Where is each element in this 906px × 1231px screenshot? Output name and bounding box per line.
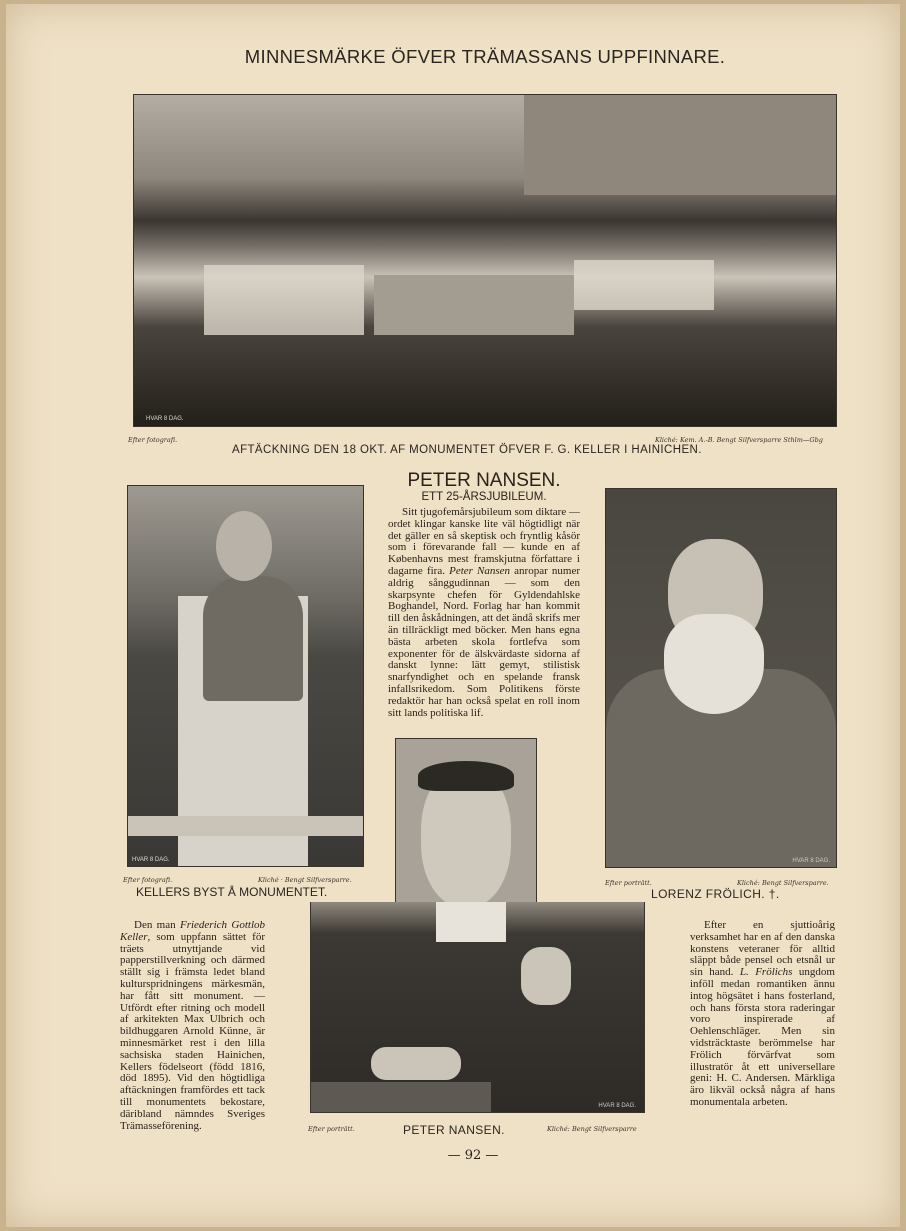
photo-credit: Efter fotografi. xyxy=(123,876,173,884)
frolich-text xyxy=(690,920,835,1109)
photo-credit: Efter fotografi. xyxy=(128,436,178,444)
cliche-credit: Kliché: Kem. A.-B. Bengt Silfversparre Sthlm—Gbg xyxy=(655,436,823,444)
keller-text xyxy=(120,920,265,1132)
article-subtitle: ETT 25-ÅRSJUBILEUM. xyxy=(421,491,547,503)
engraver-mark: HVAR 8 DAG. xyxy=(132,857,170,863)
text: Den man xyxy=(134,919,180,931)
article-body xyxy=(388,507,580,719)
ceremony-photo xyxy=(133,94,837,427)
page-title: MINNESMÄRKE ÖFVER TRÄMASSANS UPPFINNARE. xyxy=(244,46,726,67)
person-name: L. Frölichs xyxy=(739,966,793,979)
engraver-mark: HVAR 8 DAG. xyxy=(598,1103,636,1109)
photo-caption: KELLERS BYST Å MONUMENTET. xyxy=(136,885,328,899)
text-cont: ungdom inföll medan romantiken ännu intog högsätet i hans fosterland, och hans första stora raderingar voro inspirerade af Oehlenschläger. Men sin vidsträcktaste berömmelse har Frölich förvärfvat som illustratör åt ett universellare geni: H. C. Andersen. Märkliga äro likväl också några af hans monumentala arbeten. xyxy=(690,966,835,1108)
article-text: Sitt tjugofemårsjubileum som diktare — ordet klingar kanske lite väl högtidligt när det gäller en så skeptisk och fryntlig kåsör som i förevarande fall — kunde en af Københavns mest framskjutna författare i dagarne fira. xyxy=(388,506,580,577)
photo-caption xyxy=(651,887,780,901)
keller-bust-photo xyxy=(127,485,364,867)
engraver-mark: HVAR 8 DAG. xyxy=(792,858,830,864)
article-text-cont: anropar numer aldrig sånggudinnan — som den skarpsynte chefen för Gyldendahlske Boghandel, Nord. Forlag har han kommit till den åskådningen, att det ändå skrifs mer än tillräckligt med böcker. Men hans egna bästa arbeten skola fortlefva som exponenter för de älskvärdaste sidorna af danskt lynne: lätt gemyt, stilistisk snarfyndighet och en spelande fransk infallsrikedom. Som Politikens förste redaktör har han också spelat en roll inom sitt lands politiska lif. xyxy=(388,564,580,719)
photo-caption: PETER NANSEN. xyxy=(403,1123,505,1137)
text: Efter en sjuttioårig verksamhet har en af den danska konstens veteraner för alltid släppt både pensel och etsnål ur sin hand. xyxy=(690,919,835,979)
cliche-credit: Kliché: Bengt Silfversparre. xyxy=(737,879,829,887)
nansen-portrait-body xyxy=(310,902,645,1113)
photo-credit: Efter porträtt. xyxy=(605,879,652,887)
cliche-credit: Kliché · Bengt Silfversparre. xyxy=(258,876,352,884)
caption-text: LORENZ FRÖLICH. xyxy=(651,887,766,901)
cliche-credit: Kliché: Bengt Silfversparre xyxy=(547,1125,637,1133)
photo-caption: AFTÄCKNING DEN 18 OKT. AF MONUMENTET ÖFVER F. G. KELLER I HAINICHEN. xyxy=(232,444,702,456)
nansen-portrait xyxy=(395,738,537,903)
photo-credit: Efter porträtt. xyxy=(308,1125,355,1133)
frolich-portrait xyxy=(605,488,837,868)
article-name: Peter Nansen xyxy=(449,564,511,577)
engraver-mark: HVAR 8 DAG. xyxy=(146,416,184,422)
text-cont: , som uppfann sättet för träets utnyttjande vid papperstillverkning och därmed ställt sig i främsta ledet bland kulturspridningens märkesmän, har fått sitt monument. — Utfördt efter ritning och modell af arkitekten Max Ulbrich och bildhuggaren Arnold Künne, är minnesmärket rest i den lilla sachsiska staden Hainichen, Kellers födelseort (född 1816, död 1895). Vid den högtidliga aftäckningen framfördes ett tack till monumentets bekostare, däribland nämndes Sveriges Trämasseförening. xyxy=(120,930,265,1132)
cross-symbol: †. xyxy=(768,887,780,901)
page-number: — 92 — xyxy=(447,1148,499,1163)
person-name: Friederich Gottlob Keller xyxy=(120,919,265,943)
article-title: PETER NANSEN. xyxy=(407,470,561,491)
